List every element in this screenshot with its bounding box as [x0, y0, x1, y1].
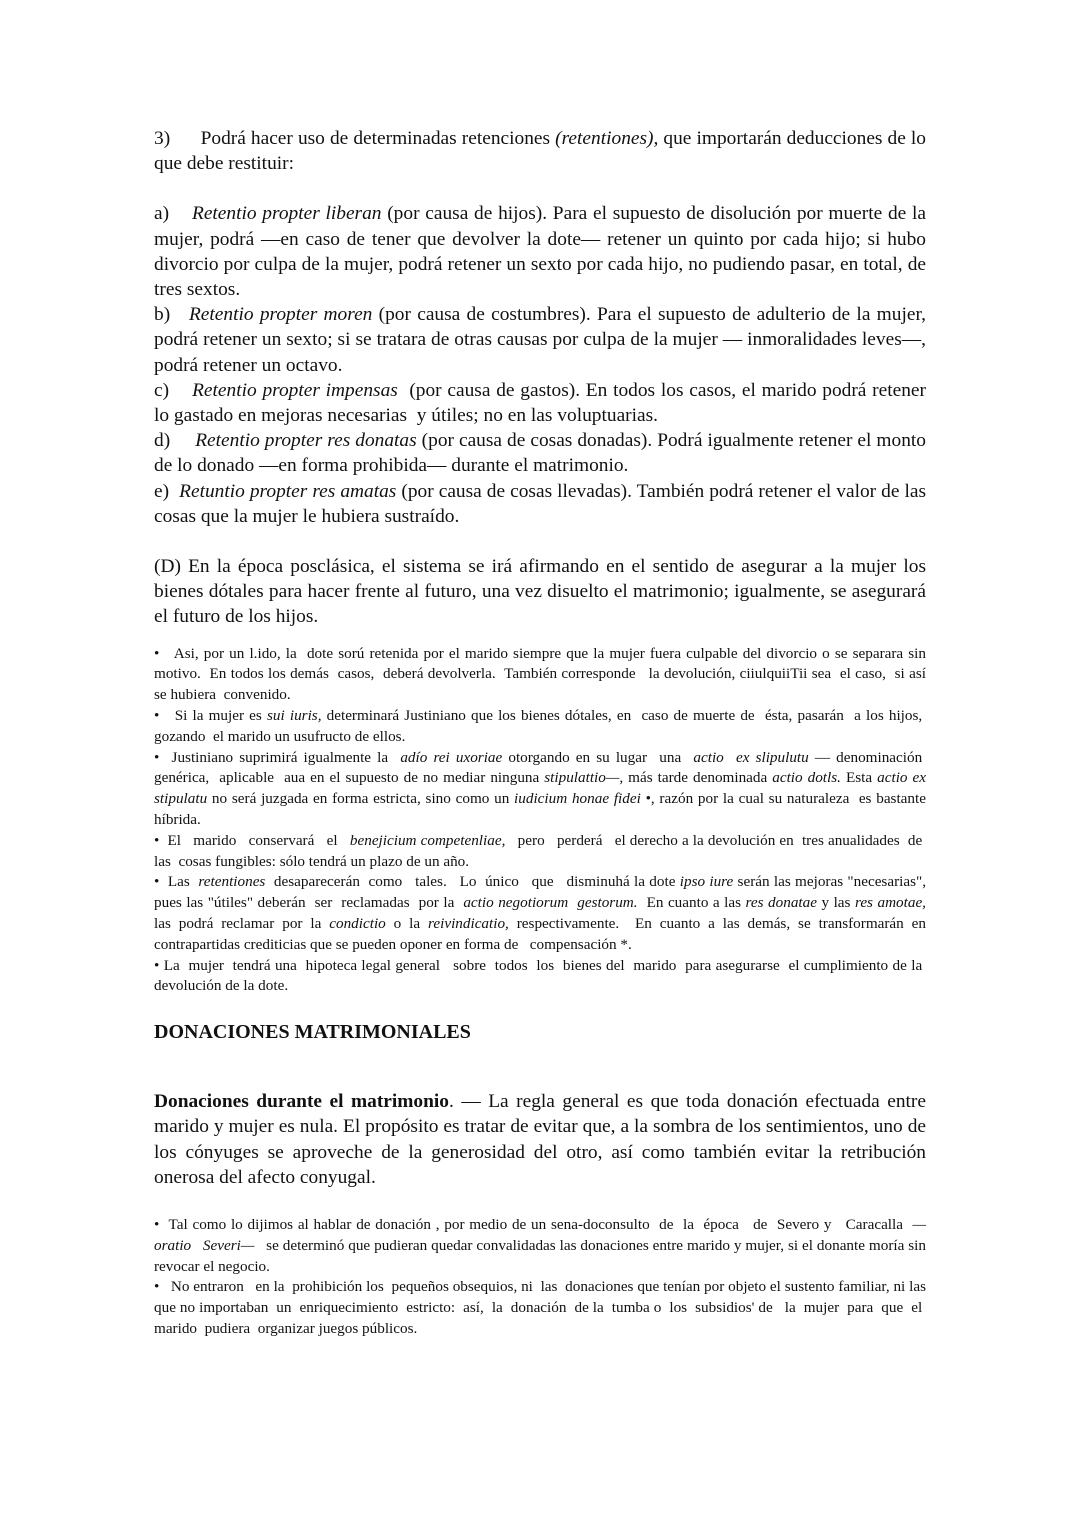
retention-c: c) Retentio propter impensas (por causa de gastos). En todos los casos, el marido podrá retener lo gastado en mejoras necesarias y útiles; no en las voluptuarias.	[154, 379, 926, 427]
list-item: • Justiniano suprimirá igualmente la adío rei uxoriae otorgando en su lugar una actio ex slipulutu — denominación genérica, aplicable aua en el supuesto de no mediar ninguna stipulattio—, más tarde denominada actio dotls. Esta actio ex stipulatu no será juzgada en forma estricta, sino como un iudicium honae fidei •, razón por la cual su naturaleza es bastante híbrida.	[154, 748, 926, 829]
bullet-list-posclasica	[154, 644, 926, 998]
retention-a: a) Retentio propter liberan (por causa de hijos). Para el supuesto de disolución por muerte de la mujer, podrá —en caso de tener que devolver la dote— retener un quinto por cada hijo; si hubo divorcio por culpa de la mujer, podrá retener un sexto por cada hijo, no pudiendo pasar, en total, de tres sextos.	[154, 203, 926, 301]
retention-d: d) Retentio propter res donatas (por causa de cosas donadas). Podrá igualmente retener el monto de lo donado —en forma prohibida— durante el matrimonio.	[154, 430, 926, 477]
list-item: • No entraron en la prohibición los pequeños obsequios, ni las donaciones que tenían por objeto el sustento familiar, ni las que no importaban un enriquecimiento estricto: así, la donación de la tumba o los subsidios' de la mujer para que el marido pudiera organizar juegos públicos.	[154, 1278, 926, 1337]
paragraph-donaciones: Donaciones durante el matrimonio. — La regla general es que toda donación efectuada entre marido y mujer es nula. El propósito es tratar de evitar que, a la sombra de los sentimientos, uno de los cónyuges se aproveche de la generosidad del otro, así como también evitar la retribución onerosa del afecto conyugal.	[154, 1091, 926, 1188]
retention-b: b) Retentio propter moren (por causa de costumbres). Para el supuesto de adulterio de la mujer, podrá retener un sexto; si se tratara de otras causas por culpa de la mujer — inmoralidades leves—, podrá retener un octavo.	[154, 304, 926, 376]
paragraph-d-posclasica: (D) En la época posclásica, el sistema se irá afirmando en el sentido de asegurar a la mujer los bienes dótales para hacer frente al futuro, una vez disuelto el matrimonio; igualmente, se asegurará el futuro de los hijos.	[154, 556, 926, 628]
document-page	[154, 126, 926, 1340]
list-item: • El marido conservará el benejicium competenliae, pero perderá el derecho a la devolución en tres anualidades de las cosas fungibles: sólo tendrá un plazo de un año.	[154, 831, 926, 870]
list-item: • Tal como lo dijimos al hablar de donación , por medio de un sena-doconsulto de la época de Severo y Caracalla —oratio Severi— se determinó que pudieran quedar convalidadas las donaciones entre marido y mujer, si el donante moría sin revocar el negocio.	[154, 1216, 926, 1275]
list-item: • Si la mujer es sui iuris, determinará Justiniano que los bienes dótales, en caso de muerte de ésta, pasarán a los hijos, gozando el marido un usufructo de ellos.	[154, 707, 927, 745]
list-item: • Las retentiones desaparecerán como tales. Lo único que disminuhá la dote ipso iure serán las mejoras "necesarias", pues las "útiles" deberán ser reclamadas por la actio negotiorum gestorum. En cuanto a las res donatae y las res amotae, las podrá reclamar por la condictio o la reivindicatio, respectivamente. En cuanto a las demás, se transformarán en contrapartidas crediticias que se pueden oponer en forma de compensación *.	[154, 873, 927, 953]
list-item: • Asi, por un l.ido, la dote sorú retenida por el marido siempre que la mujer fuera culpable del divorcio o se separara sin motivo. En todos los demás casos, deberá devolverla. También corresponde la devolución, ciiulquiiTii sea el caso, si así se hubiera convenido.	[154, 644, 926, 704]
bullet-list-donaciones	[154, 1215, 926, 1340]
list-item: • La mujer tendrá una hipoteca legal general sobre todos los bienes del marido para asegurarse el cumplimiento de la devolución de la dote.	[154, 956, 926, 995]
retention-e: e) Retuntio propter res amatas (por causa de cosas llevadas). También podrá retener el valor de las cosas que la mujer le hubiera sustraído.	[154, 480, 926, 527]
paragraph-retenciones-intro: 3) Podrá hacer uso de determinadas retenciones (retentiones), que importarán deducciones de lo que debe restituir:	[154, 128, 926, 175]
section-heading: DONACIONES MATRIMONIALES	[154, 1021, 471, 1044]
